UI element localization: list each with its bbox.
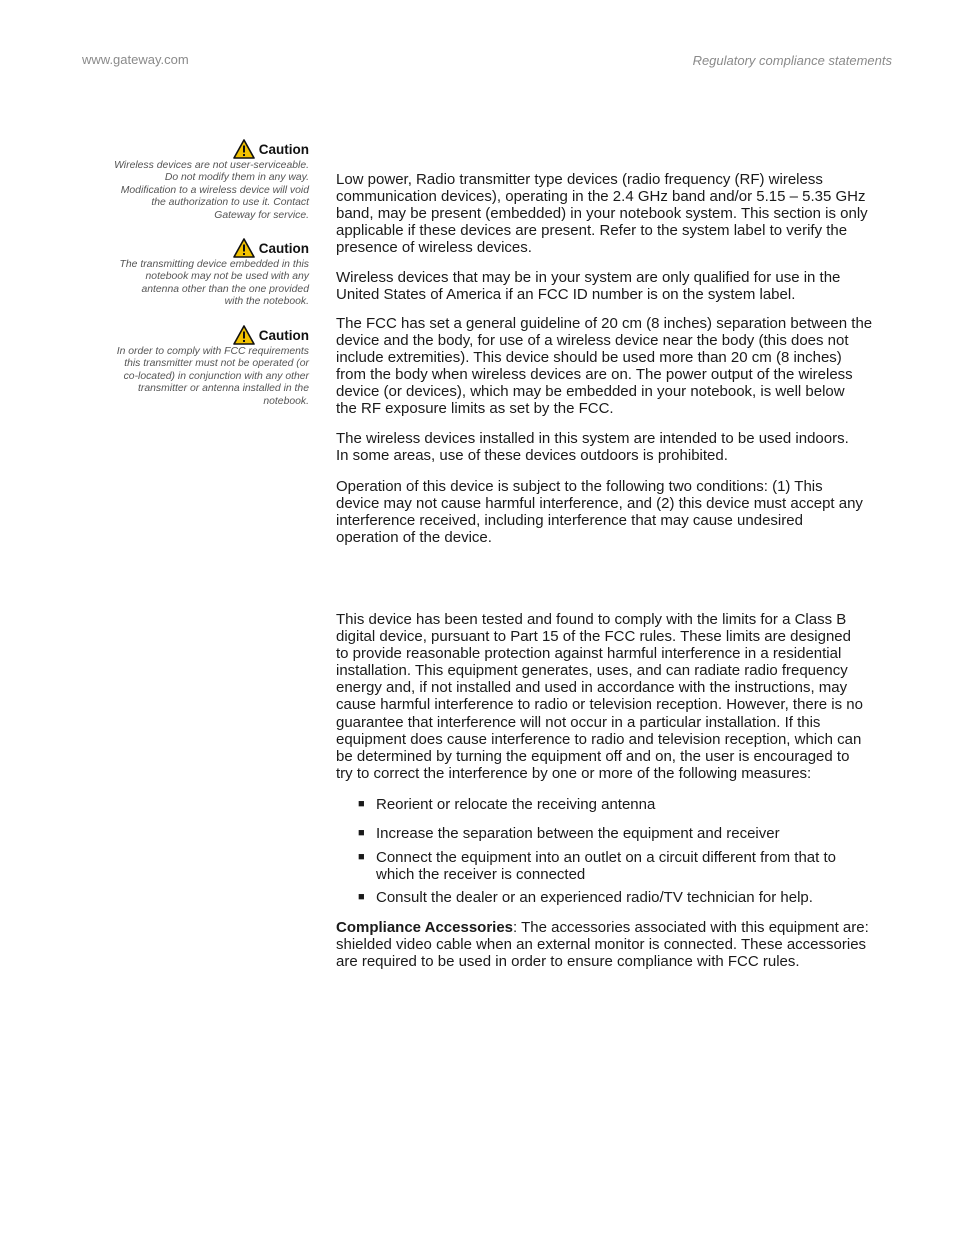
list-item: ■ Reorient or relocate the receiving antenna bbox=[358, 796, 656, 813]
header-website: www.gateway.com bbox=[82, 52, 189, 67]
caution-note-1 bbox=[100, 138, 309, 222]
caution-label: Caution bbox=[258, 141, 309, 157]
paragraph-operating-conditions: Operation of this device is subject to the following two conditions: (1) This device may not cause harmful interference, and (2) this device must accept any interference received, including interference that may cause undesired operation of the device. bbox=[336, 478, 863, 547]
caution-label: Caution bbox=[258, 327, 309, 343]
paragraph-fcc-id: Wireless devices that may be in your system are only qualified for use in the United States of America if an FCC ID number is on the system label. bbox=[336, 269, 841, 304]
paragraph-class-b: This device has been tested and found to comply with the limits for a Class B digital device, pursuant to Part 15 of the FCC rules. These limits are designed to provide reasonable protection against harmful interference in a residential installation. This equipment generates, uses, and can radiate radio frequency energy and, if not installed and used in accordance with the instructions, may cause harmful interference to radio or television reception. However, there is no guarantee that interference will not occur in a particular installation. If this equipment does cause interference to radio and television reception, which can be determined by turning the equipment off and on, the user is encouraged to try to correct the interference by one or more of the following measures: bbox=[336, 611, 863, 782]
accessories-label: Compliance Accessories bbox=[336, 919, 514, 936]
header-section-title: Regulatory compliance statements bbox=[692, 53, 892, 68]
caution-text: In order to comply with FCC requirements this transmitter must not be operated (or co-located) in conjunction with any other transmitter or antenna installed in the notebook. bbox=[116, 346, 309, 407]
paragraph-indoor-use: The wireless devices installed in this system are intended to be used indoors. In some areas, use of these devices outdoors is prohibited. bbox=[336, 430, 849, 465]
caution-note-3 bbox=[100, 324, 309, 408]
warning-icon bbox=[233, 139, 255, 159]
caution-note-2 bbox=[100, 237, 309, 309]
caution-heading bbox=[100, 237, 309, 259]
warning-icon bbox=[233, 238, 255, 258]
caution-text: The transmitting device embedded in this notebook may not be used with any antenna other than the one provided with the notebook. bbox=[119, 259, 309, 308]
list-item: ■ Increase the separation between the equipment and receiver bbox=[358, 825, 780, 842]
paragraph-rf-devices: Low power, Radio transmitter type devices (radio frequency (RF) wireless communication devices), operating in the 2.4 GHz band and/or 5.15 – 5.35 GHz band, may be present (embedded) in your notebook system. This section is only applicable if these devices are present. Refer to the system label to verify the presence of wireless devices. bbox=[336, 171, 868, 257]
paragraph-separation: The FCC has set a general guideline of 20 cm (8 inches) separation between the device and the body, for use of a wireless device near the body (this does not include extremities). This device should be used more than 20 cm (8 inches) from the body when wireless devices are on. The power output of the wireless device (or devices), which may be embedded in your notebook, is well below the RF exposure limits as set by the FCC. bbox=[336, 315, 873, 418]
list-item: ■ Connect the equipment into an outlet on a circuit different from that to which the receiver is connected bbox=[358, 849, 836, 884]
caution-label: Caution bbox=[258, 240, 309, 256]
list-item: ■ Consult the dealer or an experienced radio/TV technician for help. bbox=[358, 889, 813, 906]
caution-text: Wireless devices are not user-serviceable. Do not modify them in any way. Modification to a wireless device will void the authorization to use it. Contact Gateway for service. bbox=[114, 160, 309, 221]
warning-icon bbox=[233, 325, 255, 345]
caution-heading bbox=[100, 324, 309, 346]
paragraph-compliance-accessories: Compliance Accessories: The accessories associated with this equipment are: shielded video cable when an external monitor is connected. These accessories are required to be used in order to ensure compliance with FCC rules. bbox=[336, 919, 869, 971]
caution-heading bbox=[100, 138, 309, 160]
